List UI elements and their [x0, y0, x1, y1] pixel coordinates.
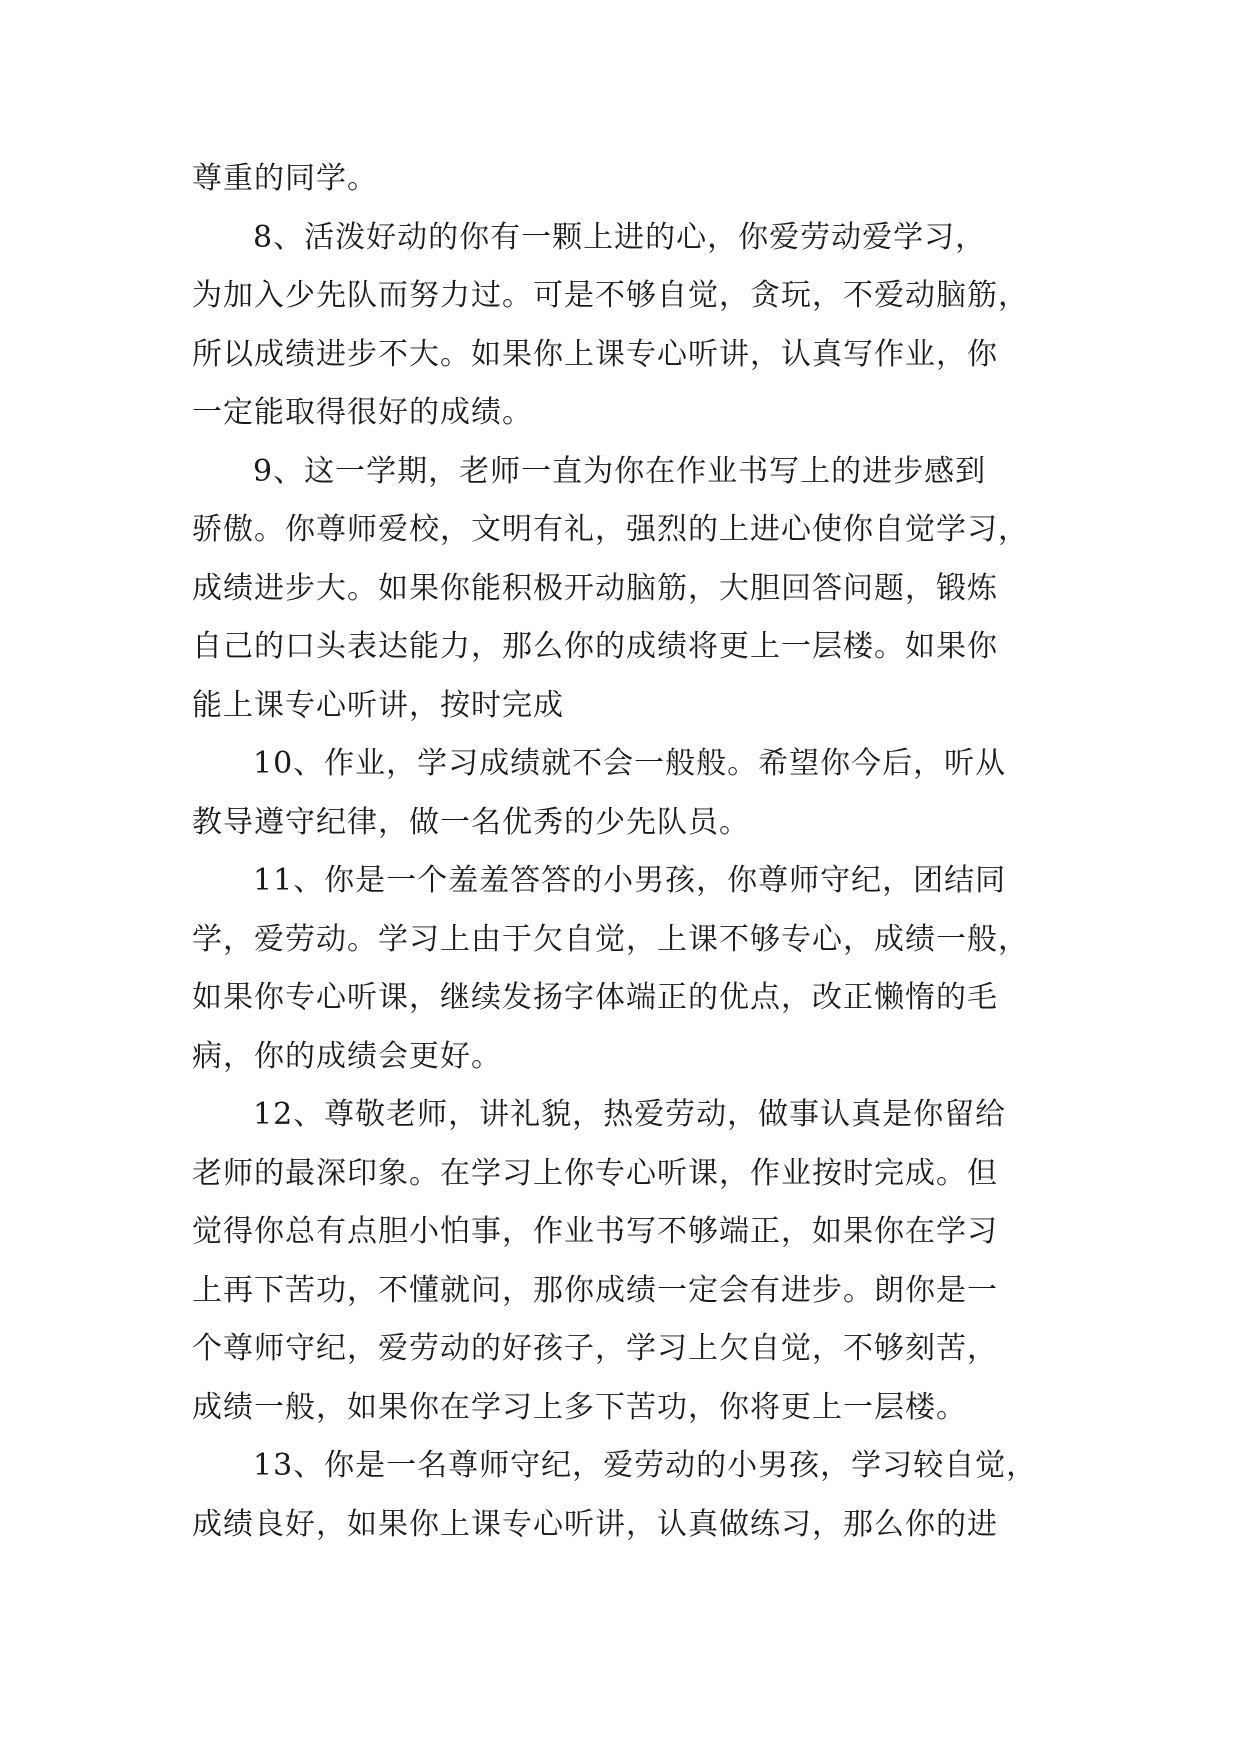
body-text [192, 150, 1052, 1554]
text-line: 学，爱劳动。学习上由于欠自觉，上课不够专心，成绩一般， [192, 921, 1029, 957]
text-line: 成绩良好，如果你上课专心听讲，认真做练习，那么你的进 [192, 1506, 998, 1542]
text-line: 8、活泼好动的你有一颗上进的心，你爱劳动爱学习， [253, 219, 987, 255]
text-line: 所以成绩进步不大。如果你上课专心听讲，认真写作业，你 [192, 336, 998, 372]
text-line: 自己的口头表达能力，那么你的成绩将更上一层楼。如果你 [192, 629, 998, 664]
text-line: 教导遵守纪律，做一名优秀的少先队员。 [192, 804, 750, 840]
text-line: 老师的最深印象。在学习上你专心听课，作业按时完成。但 [192, 1155, 998, 1191]
text-line: 成绩一般，如果你在学习上多下苦功，你将更上一层楼。 [192, 1389, 967, 1425]
text-line: 如果你专心听课，继续发扬字体端正的优点，改正懒惰的毛 [192, 980, 998, 1015]
text-line: 12、尊敬老师，讲礼貌，热爱劳动，做事认真是你留给 [253, 1097, 1007, 1132]
text-line: 上再下苦功，不懂就问，那你成绩一定会有进步。朗你是一 [192, 1272, 998, 1308]
text-line: 成绩进步大。如果你能积极开动脑筋，大胆回答问题，锻炼 [192, 570, 998, 606]
text-line: 病，你的成绩会更好。 [192, 1038, 502, 1074]
text-line: 个尊师守纪，爱劳动的好孩子，学习上欠自觉，不够刻苦， [192, 1331, 998, 1366]
text-line: 为加入少先队而努力过。可是不够自觉，贪玩，不爱动脑筋， [192, 278, 1029, 313]
text-line: 10、作业，学习成绩就不会一般般。希望你今后，听从 [253, 746, 1007, 781]
text-line: 13、你是一名尊师守纪，爱劳动的小男孩，学习较自觉， [253, 1448, 1038, 1483]
text-line: 能上课专心听讲，按时完成 [192, 687, 564, 723]
text-line: 9、这一学期，老师一直为你在作业书写上的进步感到 [253, 453, 987, 489]
text-line: 11、你是一个羞羞答答的小男孩，你尊师守纪，团结同 [253, 863, 1007, 898]
text-line: 一定能取得很好的成绩。 [192, 395, 533, 430]
text-line: 骄傲。你尊师爱校，文明有礼，强烈的上进心使你自觉学习， [192, 512, 1029, 547]
text-line: 尊重的同学。 [192, 161, 378, 196]
text-line: 觉得你总有点胆小怕事，作业书写不够端正，如果你在学习 [192, 1214, 998, 1249]
